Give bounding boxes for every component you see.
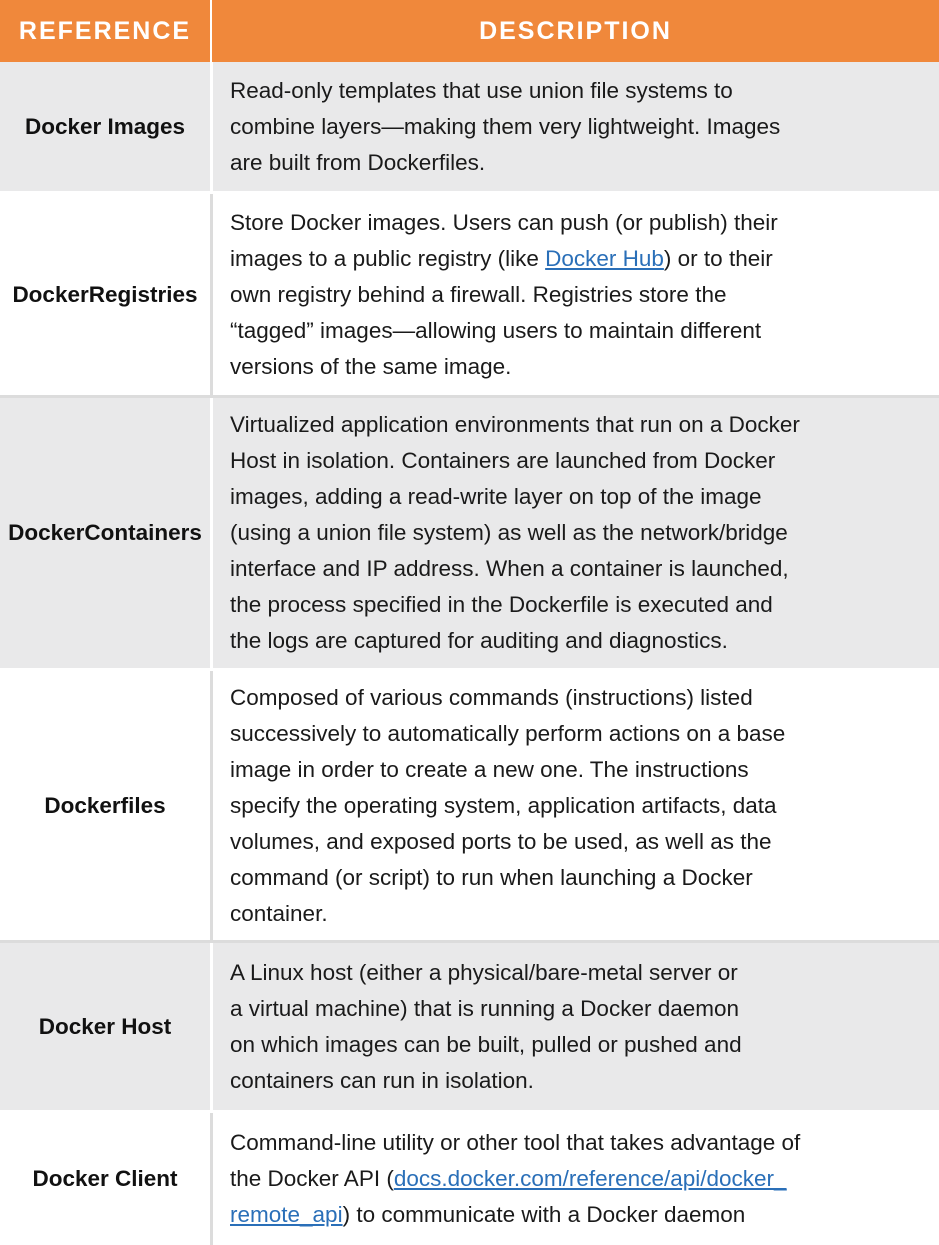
reference-label: Docker Host [38, 1013, 172, 1039]
table-row-docker-images [0, 62, 939, 194]
reference-cell [0, 62, 210, 191]
description-text: ) to communicate with a Docker daemon [342, 1202, 746, 1227]
description-cell [230, 398, 933, 668]
description-line: specify the operating system, application artifacts, data [230, 792, 777, 818]
description-line [230, 1197, 933, 1233]
description-text: the Docker API ( [230, 1166, 394, 1191]
description-line: interface and IP address. When a container is launched, [230, 556, 789, 581]
description-link[interactable]: remote_api [230, 1202, 343, 1227]
description-line: containers can run in isolation. [230, 1067, 534, 1093]
description-line: own registry behind a firewall. Registries store the [230, 281, 727, 307]
description-line: are built from Dockerfiles. [230, 149, 486, 175]
reference-label: Containers [84, 520, 202, 545]
description-line: combine layers—making them very lightweight. Images [230, 113, 781, 139]
column-divider [210, 671, 213, 940]
table-row-docker-host [0, 943, 939, 1113]
description-line: the logs are captured for auditing and diagnostics. [230, 628, 728, 653]
description-link[interactable]: Docker Hub [545, 245, 664, 271]
header-reference: REFERENCE [18, 16, 192, 45]
table-row-docker-containers [0, 398, 939, 671]
table-header [0, 0, 939, 62]
reference-label: Docker [8, 520, 85, 545]
description-line: A Linux host (either a physical/bare-metal server or [230, 959, 738, 985]
description-cell [230, 194, 933, 395]
description-line [230, 241, 933, 277]
description-line: a virtual machine) that is running a Docker daemon [230, 995, 740, 1021]
column-divider [210, 62, 213, 191]
description-line: Virtualized application environments that run on a Docker [230, 412, 800, 437]
description-line: Command-line utility or other tool that takes advantage of [230, 1130, 801, 1155]
description-cell [230, 943, 933, 1110]
description-line: Store Docker images. Users can push (or publish) their [230, 209, 778, 235]
reference-label: Dockerfiles [44, 792, 166, 818]
description-text: images to a public registry (like [230, 245, 546, 271]
header-description: DESCRIPTION [479, 16, 672, 45]
description-line: volumes, and exposed ports to be used, as well as the [230, 828, 772, 854]
description-cell [230, 1113, 933, 1245]
reference-label: Docker Images [24, 113, 186, 139]
description-link[interactable]: docs.docker.com/reference/api/docker_ [393, 1166, 787, 1191]
column-divider [210, 194, 213, 395]
table-row-docker-registries [0, 194, 939, 398]
reference-cell [0, 194, 210, 395]
description-line: command (or script) to run when launching a Docker [230, 864, 753, 890]
reference-label: Registries [88, 281, 198, 307]
description-line: the process specified in the Dockerfile is executed and [230, 592, 773, 617]
description-line: Composed of various commands (instructions) listed [230, 684, 753, 710]
description-line: Read-only templates that use union file systems to [230, 77, 733, 103]
description-line: Host in isolation. Containers are launched from Docker [230, 448, 776, 473]
column-divider [210, 1113, 213, 1245]
reference-label: Docker Client [32, 1166, 178, 1191]
reference-cell [0, 671, 210, 940]
table-row-dockerfiles [0, 671, 939, 943]
description-cell [230, 62, 933, 191]
description-line: container. [230, 900, 328, 926]
description-line: “tagged” images—allowing users to maintain different [230, 317, 762, 343]
description-text: ) or to their [663, 245, 773, 271]
reference-cell [0, 398, 210, 668]
description-line: on which images can be built, pulled or pushed and [230, 1031, 742, 1057]
description-line [230, 1161, 933, 1197]
column-divider [210, 398, 213, 668]
reference-label: Docker [12, 281, 89, 307]
reference-cell [0, 943, 210, 1110]
table-row-docker-client [0, 1113, 939, 1245]
description-line: image in order to create a new one. The instructions [230, 756, 749, 782]
description-line: images, adding a read-write layer on top of the image [230, 484, 762, 509]
description-line: (using a union file system) as well as the network/bridge [230, 520, 788, 545]
description-line: successively to automatically perform actions on a base [230, 720, 786, 746]
reference-cell [0, 1113, 210, 1245]
column-divider [210, 943, 213, 1110]
description-cell [230, 671, 933, 940]
description-line: versions of the same image. [230, 353, 512, 379]
